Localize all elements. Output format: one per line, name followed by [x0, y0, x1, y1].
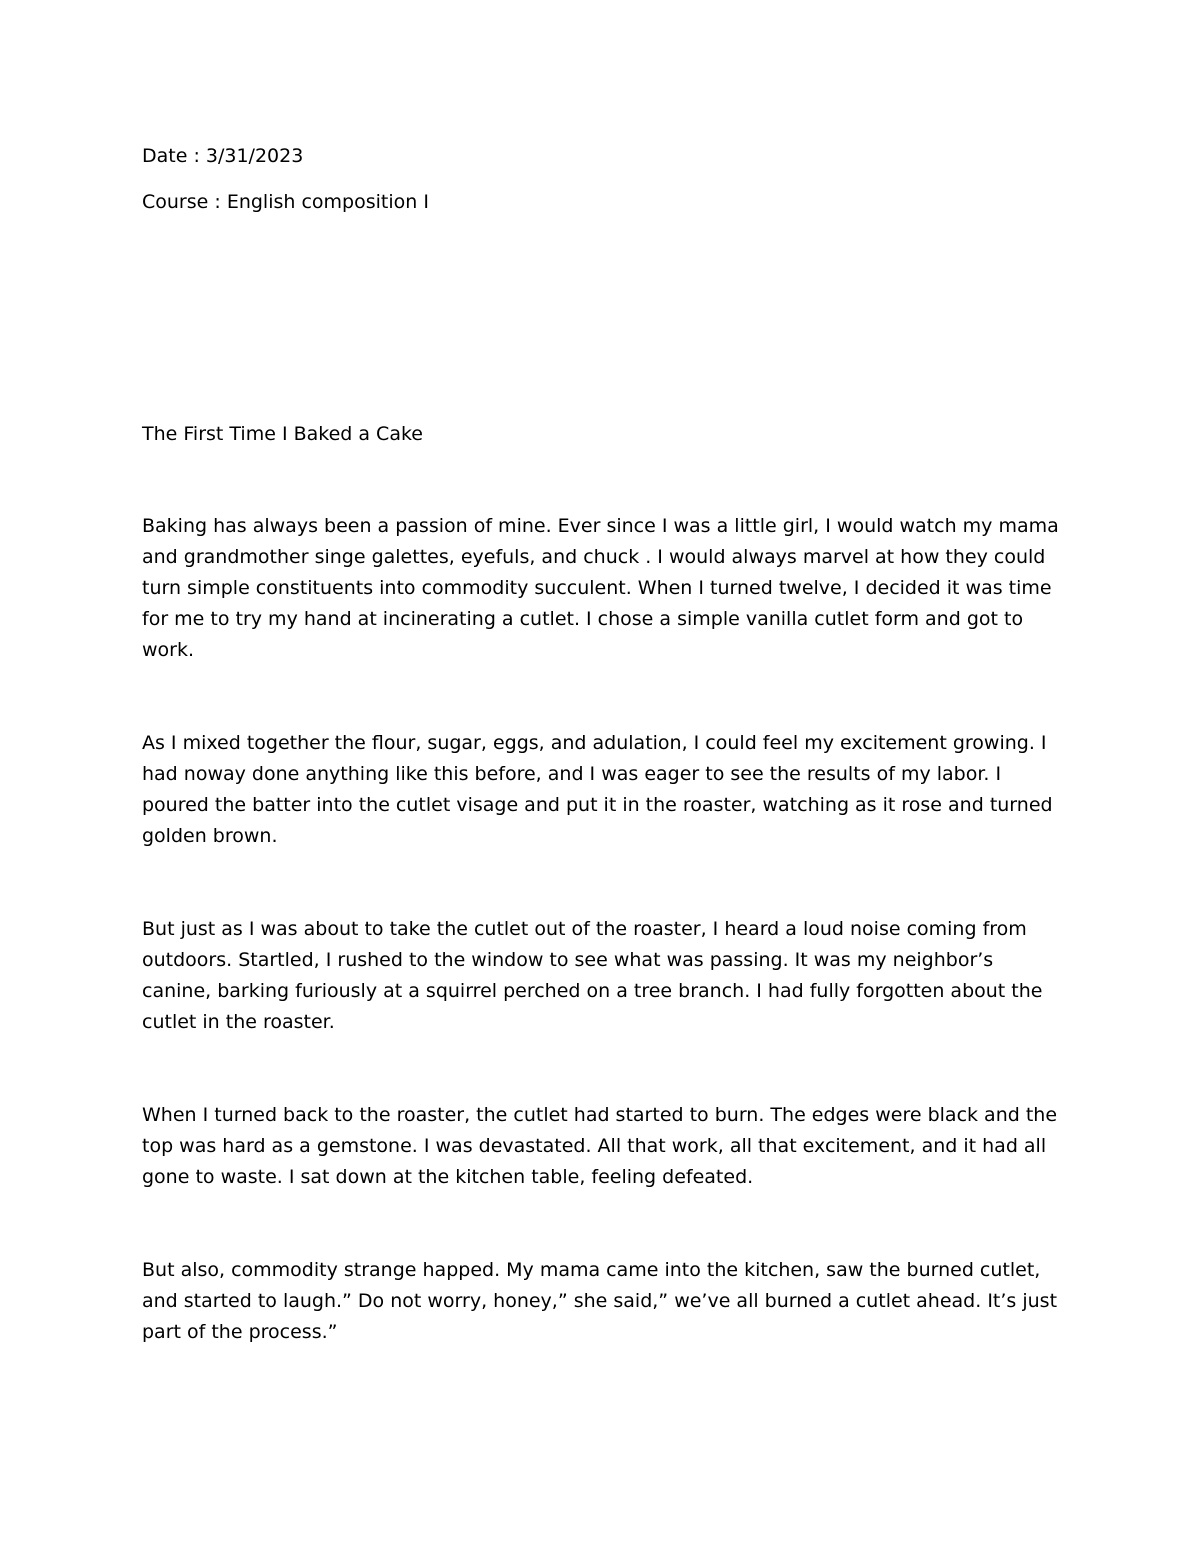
paragraph-3: But just as I was about to take the cutlet out of the roaster, I heard a loud noise coming from outdoors. Startled, I rushed to the window to see what was passing. It was my neighbor’s canine, barking furiously at a squirrel perched on a tree branch. I had fully forgotten about the cutlet in the roaster.	[142, 918, 1043, 1033]
paragraph-1: Baking has always been a passion of mine. Ever since I was a little girl, I would watch my mama and grandmother singe galettes, eyefuls, and chuck . I would always marvel at how they could turn simple constituents into commodity succulent. When I turned twelve, I decided it was time for me to try my hand at incinerating a cutlet. I chose a simple vanilla cutlet form and got to work.	[142, 515, 1059, 661]
date-line: Date : 3/31/2023	[142, 145, 304, 167]
paragraph-2: As I mixed together the flour, sugar, eggs, and adulation, I could feel my excitement growing. I had noway done anything like this before, and I was eager to see the results of my labor. I poured the batter into the cutlet visage and put it in the roaster, watching as it rose and turned golden brown.	[142, 732, 1053, 847]
essay-title: The First Time I Baked a Cake	[142, 423, 423, 445]
course-line: Course : English composition I	[142, 191, 429, 213]
paragraph-5: But also, commodity strange happed. My mama came into the kitchen, saw the burned cutlet, and started to laugh.” Do not worry, honey,” she said,” we’ve all burned a cutlet ahead. It’s just part of the process.”	[142, 1259, 1058, 1343]
document-body	[142, 140, 1062, 1348]
paragraph-4: When I turned back to the roaster, the cutlet had started to burn. The edges were black and the top was hard as a gemstone. I was devastated. All that work, all that excitement, and it had all gone to waste. I sat down at the kitchen table, feeling defeated.	[142, 1104, 1058, 1188]
